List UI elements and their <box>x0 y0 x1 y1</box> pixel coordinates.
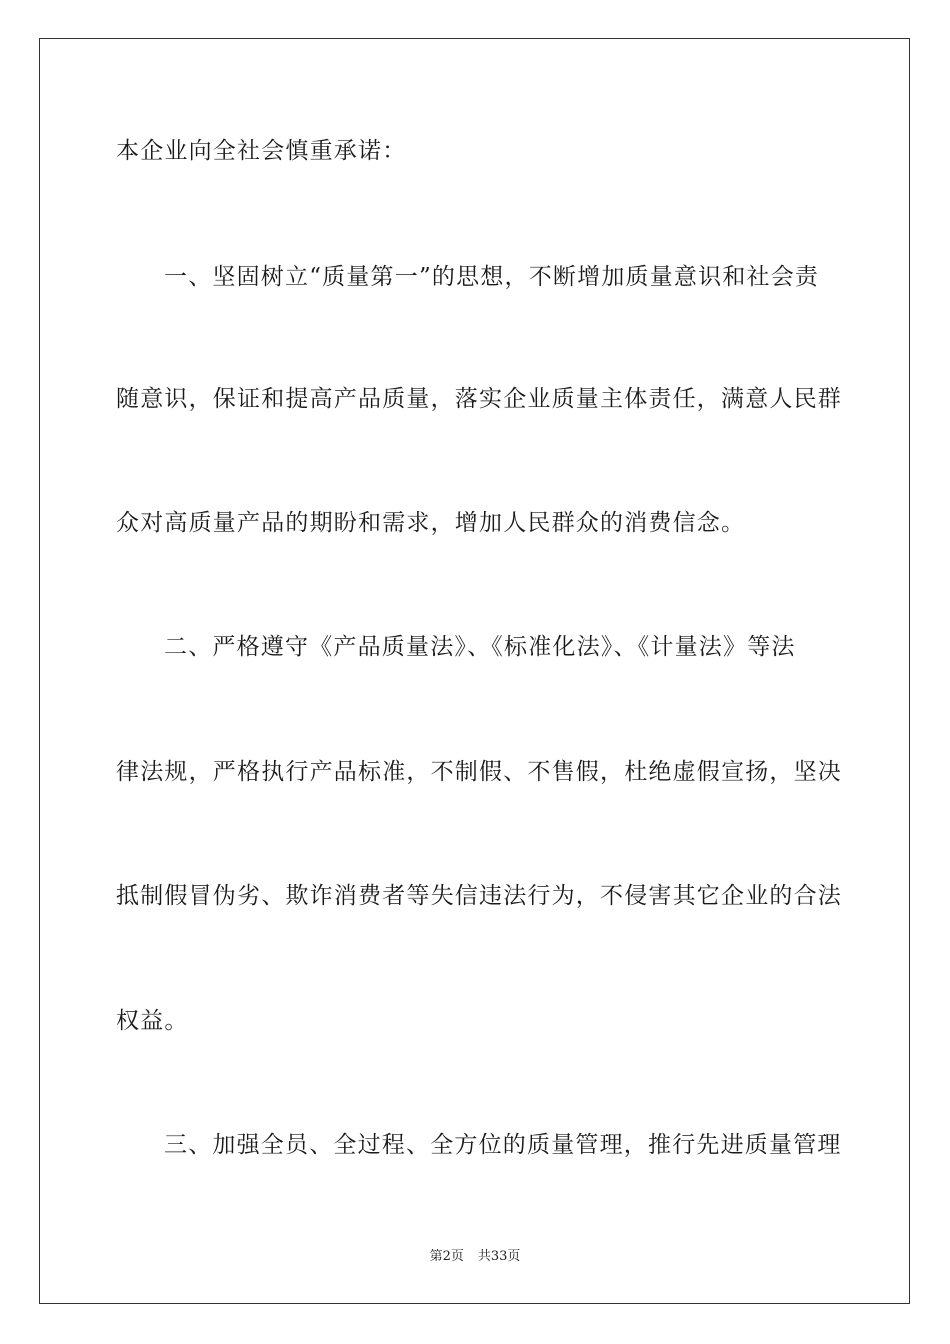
total-pages: 共33页 <box>477 1249 521 1264</box>
paragraph-2-line-1: 二、严格遵守《产品质量法》、《标准化法》、《计量法》等法 <box>164 634 796 660</box>
intro-line: 本企业向全社会慎重承诺： <box>116 138 407 164</box>
paragraph-3-line-1: 三、加强全员、全过程、全方位的质量管理，推行先进质量管理 <box>164 1132 842 1158</box>
page-border <box>39 38 910 1304</box>
paragraph-2-line-4: 权益。 <box>116 1008 189 1034</box>
page-number: 第2页 <box>429 1249 464 1264</box>
paragraph-1-line-1: 一、坚固树立“质量第一”的思想，不断增加质量意识和社会责 <box>164 264 820 290</box>
paragraph-2-line-2: 律法规，严格执行产品标准，不制假、不售假，杜绝虚假宣扬，坚决 <box>116 759 842 785</box>
paragraph-2-line-3: 抵制假冒伪劣、欺诈消费者等失信违法行为，不侵害其它企业的合法 <box>116 883 842 909</box>
paragraph-1-line-3: 众对高质量产品的期盼和需求，增加人民群众的消费信念。 <box>116 510 746 536</box>
paragraph-1-line-2: 随意识，保证和提高产品质量，落实企业质量主体责任，满意人民群 <box>116 386 842 412</box>
page-footer <box>0 1248 950 1266</box>
